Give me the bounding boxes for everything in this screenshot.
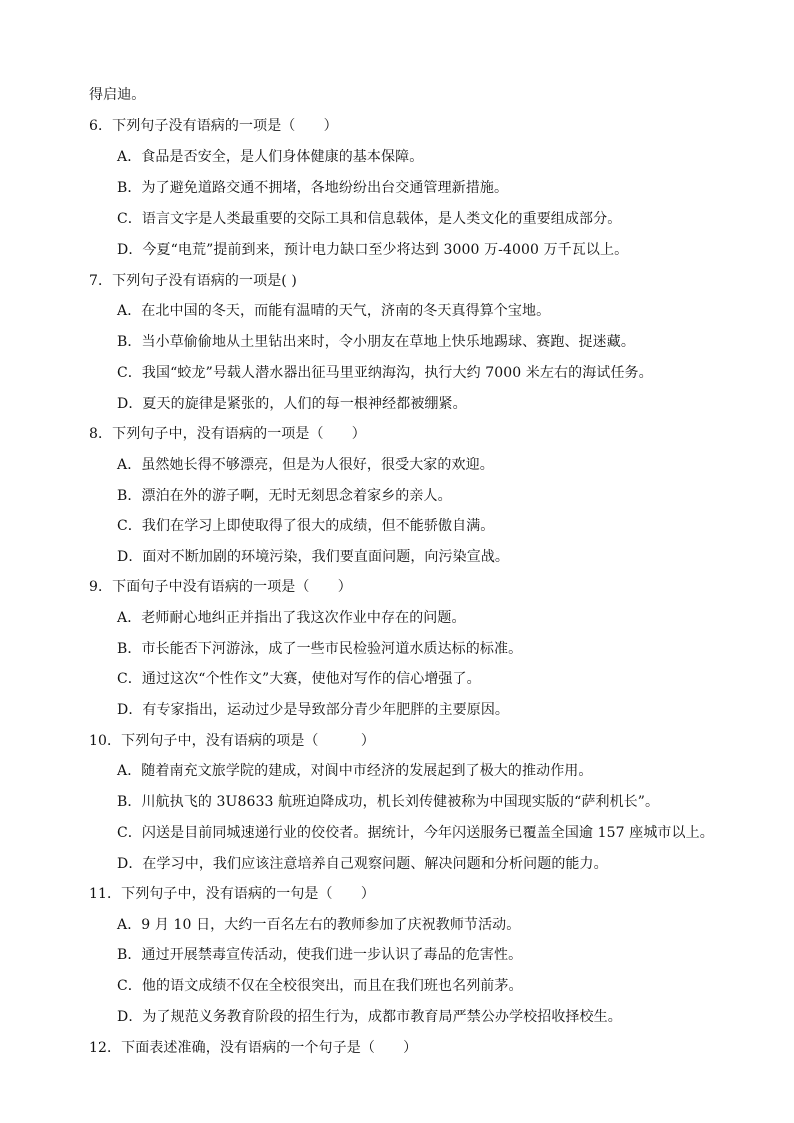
question-7-option-d: D．夏天的旋律是紧张的，人们的每一根神经都被绷紧。 [117,396,467,412]
question-10-stem: 10．下列句子中，没有语病的项是（ ） [89,733,375,749]
question-10-option-a: A．随着南充文旅学院的建成，对阆中市经济的发展起到了极大的推动作用。 [117,763,593,779]
question-9-option-d: D．有专家指出，运动过少是导致部分青少年肥胖的主要原因。 [117,702,510,718]
question-7-option-b: B．当小草偷偷地从土里钻出来时，令小朋友在草地上快乐地踢球、赛跑、捉迷藏。 [117,334,635,350]
question-6-option-c: C．语言文字是人类最重要的交际工具和信息载体，是人类文化的重要组成部分。 [117,211,622,227]
lead-text: 得启迪。 [89,87,146,103]
question-6-option-d: D．今夏“电荒”提前到来，预计电力缺口至少将达到 3000 万-4000 万千瓦以上。 [117,242,629,258]
question-6-option-a: A．食品是否安全，是人们身体健康的基本保障。 [117,149,424,165]
question-10-option-c: C．闪送是目前同城速递行业的佼佼者。据统计，今年闪送服务已覆盖全国逾 157 座城市以上。 [117,825,714,841]
question-7-option-a: A．在北中国的冬天，而能有温晴的天气，济南的冬天真得算个宝地。 [117,303,551,319]
question-8-stem: 8．下列句子中，没有语病的一项是（ ） [89,426,366,442]
question-11-option-b: B．通过开展禁毒宣传活动，使我们进一步认识了毒品的危害性。 [117,947,523,963]
question-9-stem: 9．下面句子中没有语病的一项是（ ） [89,579,352,595]
question-10-option-b: B．川航执飞的 3U8633 航班迫降成功，机长刘传健被称为中国现实版的“萨利机长”。 [117,794,660,810]
question-8-option-d: D．面对不断加剧的环境污染，我们要直面问题，向污染宣战。 [117,549,510,565]
question-8-option-c: C．我们在学习上即使取得了很大的成绩，但不能骄傲自满。 [117,518,495,534]
question-9-option-a: A．老师耐心地纠正并指出了我这次作业中存在的问题。 [117,610,466,626]
question-9-option-b: B．市长能否下河游泳，成了一些市民检验河道水质达标的标准。 [117,641,523,657]
question-9-option-c: C．通过这次“个性作文”大赛，使他对写作的信心增强了。 [117,671,481,687]
question-11-option-d: D．为了规范义务教育阶段的招生行为，成都市教育局严禁公办学校招收择校生。 [117,1009,622,1025]
question-11-option-a: A．9 月 10 日，大约一百名左右的教师参加了庆祝教师节活动。 [117,917,521,933]
question-11-option-c: C．他的语文成绩不仅在全校很突出，而且在我们班也名列前茅。 [117,978,523,994]
question-11-stem: 11．下列句子中，没有语病的一句是（ ） [89,886,375,902]
question-8-option-a: A．虽然她长得不够漂亮，但是为人很好，很受大家的欢迎。 [117,457,494,473]
question-8-option-b: B．漂泊在外的游子啊，无时无刻思念着家乡的亲人。 [117,488,452,504]
question-6-option-b: B．为了避免道路交通不拥堵，各地纷纷出台交通管理新措施。 [117,180,509,196]
question-12-stem: 12．下面表述准确，没有语病的一个句子是（ ） [89,1040,418,1056]
question-7-stem: 7．下列句子没有语病的一项是( ) [89,273,297,289]
question-7-option-c: C．我国“蛟龙”号载人潜水器出征马里亚纳海沟，执行大约 7000 米左右的海试任务。 [117,365,653,381]
question-6-stem: 6．下列句子没有语病的一项是（ ） [89,118,338,134]
question-10-option-d: D．在学习中，我们应该注意培养自己观察问题、解决问题和分析问题的能力。 [117,856,608,872]
